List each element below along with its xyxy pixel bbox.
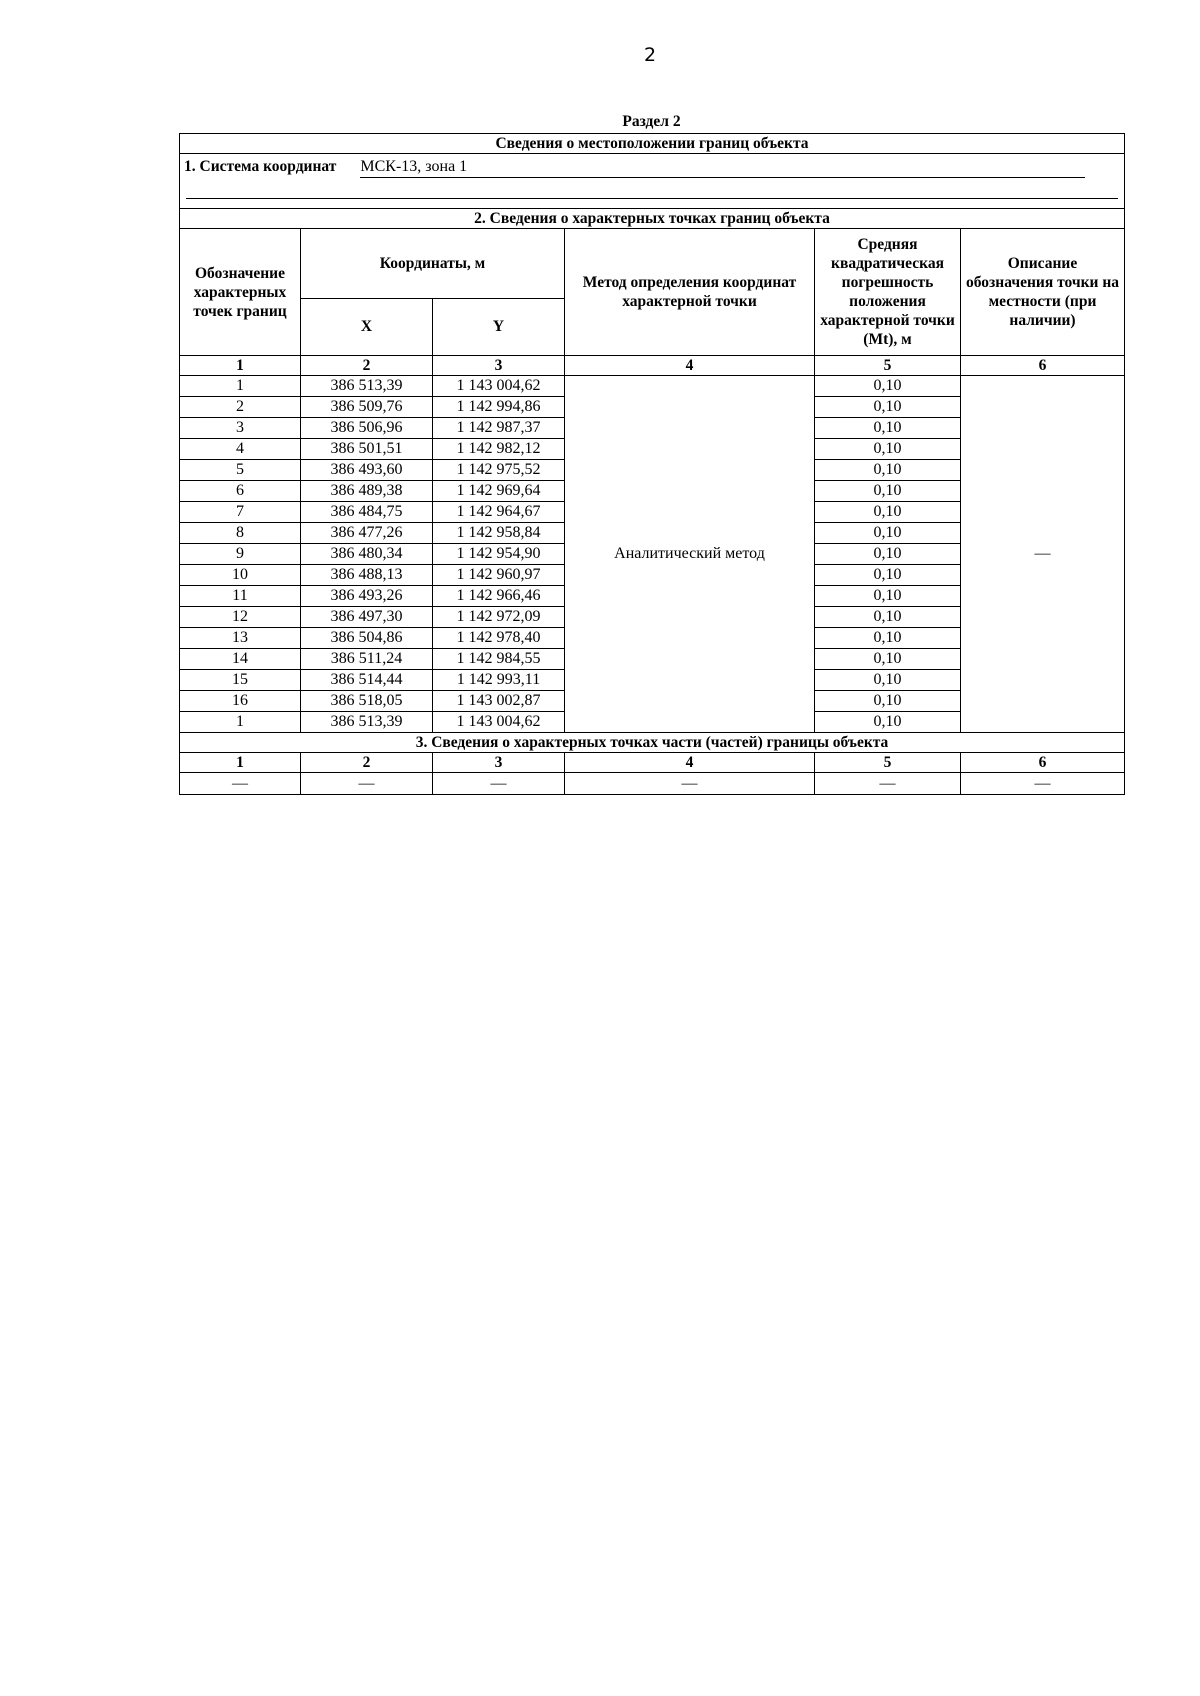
col-number: 3 xyxy=(433,356,565,376)
col-number: 5 xyxy=(815,753,961,773)
point-x-cell: 386 506,96 xyxy=(301,418,433,439)
point-number-cell: 16 xyxy=(180,691,301,712)
point-x-cell: 386 489,38 xyxy=(301,481,433,502)
col-number: 4 xyxy=(565,356,815,376)
coord-system-label: 1. Система координат xyxy=(184,157,337,175)
point-y-cell: 1 142 969,64 xyxy=(433,481,565,502)
coord-system-row xyxy=(180,154,1125,181)
point-accuracy-cell: 0,10 xyxy=(815,502,961,523)
point-accuracy-cell: 0,10 xyxy=(815,418,961,439)
point-x-cell: 386 493,60 xyxy=(301,460,433,481)
point-accuracy-cell: 0,10 xyxy=(815,481,961,502)
point-y-cell: 1 142 993,11 xyxy=(433,670,565,691)
point-number-cell: 3 xyxy=(180,418,301,439)
col-number: 2 xyxy=(301,753,433,773)
point-number-cell: 1 xyxy=(180,712,301,733)
point-number-cell: 9 xyxy=(180,544,301,565)
point-accuracy-cell: 0,10 xyxy=(815,670,961,691)
point-number-cell: 2 xyxy=(180,397,301,418)
point-accuracy-cell: 0,10 xyxy=(815,628,961,649)
boundary-table xyxy=(179,133,1125,795)
point-number-cell: 13 xyxy=(180,628,301,649)
col-number: 2 xyxy=(301,356,433,376)
point-accuracy-cell: 0,10 xyxy=(815,544,961,565)
empty-dash-cell: — xyxy=(301,773,433,795)
col-number: 4 xyxy=(565,753,815,773)
col-head-x: X xyxy=(301,298,433,355)
point-number-cell: 4 xyxy=(180,439,301,460)
point-accuracy-cell: 0,10 xyxy=(815,712,961,733)
point-x-cell: 386 513,39 xyxy=(301,376,433,397)
point-accuracy-cell: 0,10 xyxy=(815,376,961,397)
empty-dash-cell: — xyxy=(180,773,301,795)
point-number-cell: 11 xyxy=(180,586,301,607)
point-number-cell: 15 xyxy=(180,670,301,691)
point-y-cell: 1 142 966,46 xyxy=(433,586,565,607)
point-y-cell: 1 142 984,55 xyxy=(433,649,565,670)
empty-dash-cell: — xyxy=(433,773,565,795)
point-accuracy-cell: 0,10 xyxy=(815,691,961,712)
point-y-cell: 1 142 975,52 xyxy=(433,460,565,481)
col-number: 1 xyxy=(180,356,301,376)
col-head-method: Метод определения координат характерной точки xyxy=(565,229,815,356)
point-x-cell: 386 513,39 xyxy=(301,712,433,733)
point-number-cell: 10 xyxy=(180,565,301,586)
points-table-body xyxy=(180,376,1125,733)
col-head-accuracy: Средняя квадратическая погрешность положения характерной точки (Mt), м xyxy=(815,229,961,356)
point-y-cell: 1 142 978,40 xyxy=(433,628,565,649)
col-number: 6 xyxy=(961,753,1125,773)
point-y-cell: 1 142 994,86 xyxy=(433,397,565,418)
point-x-cell: 386 504,86 xyxy=(301,628,433,649)
point-accuracy-cell: 0,10 xyxy=(815,607,961,628)
point-x-cell: 386 497,30 xyxy=(301,607,433,628)
point-x-cell: 386 518,05 xyxy=(301,691,433,712)
point-accuracy-cell: 0,10 xyxy=(815,523,961,544)
point-x-cell: 386 480,34 xyxy=(301,544,433,565)
point-accuracy-cell: 0,10 xyxy=(815,439,961,460)
col-head-y: Y xyxy=(433,298,565,355)
point-y-cell: 1 142 987,37 xyxy=(433,418,565,439)
page-number: 2 xyxy=(643,44,657,66)
point-number-cell: 5 xyxy=(180,460,301,481)
point-y-cell: 1 142 982,12 xyxy=(433,439,565,460)
point-y-cell: 1 143 004,62 xyxy=(433,712,565,733)
table-title: Сведения о местоположении границ объекта xyxy=(180,134,1125,154)
point-x-cell: 386 509,76 xyxy=(301,397,433,418)
point-y-cell: 1 142 958,84 xyxy=(433,523,565,544)
point-x-cell: 386 477,26 xyxy=(301,523,433,544)
section-title: Раздел 2 xyxy=(622,113,681,130)
blank-underline-row xyxy=(180,180,1125,209)
col-head-designation: Обозначение характерных точек границ xyxy=(180,229,301,356)
col-number: 6 xyxy=(961,356,1125,376)
point-x-cell: 386 511,24 xyxy=(301,649,433,670)
point-x-cell: 386 493,26 xyxy=(301,586,433,607)
point-accuracy-cell: 0,10 xyxy=(815,565,961,586)
point-accuracy-cell: 0,10 xyxy=(815,460,961,481)
point-number-cell: 7 xyxy=(180,502,301,523)
point-y-cell: 1 142 964,67 xyxy=(433,502,565,523)
point-number-cell: 1 xyxy=(180,376,301,397)
point-y-cell: 1 142 972,09 xyxy=(433,607,565,628)
subsection-3-title: 3. Сведения о характерных точках части (частей) границы объекта xyxy=(180,733,1125,753)
method-cell: Аналитический метод xyxy=(565,376,815,733)
coord-system-value: МСК-13, зона 1 xyxy=(360,157,1085,178)
point-accuracy-cell: 0,10 xyxy=(815,397,961,418)
point-accuracy-cell: 0,10 xyxy=(815,586,961,607)
point-x-cell: 386 484,75 xyxy=(301,502,433,523)
col-head-description: Описание обозначения точки на местности (при наличии) xyxy=(961,229,1125,356)
point-y-cell: 1 143 002,87 xyxy=(433,691,565,712)
subsection-2-title: 2. Сведения о характерных точках границ объекта xyxy=(180,209,1125,229)
point-x-cell: 386 501,51 xyxy=(301,439,433,460)
point-x-cell: 386 514,44 xyxy=(301,670,433,691)
empty-dash-cell: — xyxy=(815,773,961,795)
description-cell: — xyxy=(961,376,1125,733)
empty-dash-cell: — xyxy=(961,773,1125,795)
point-number-cell: 12 xyxy=(180,607,301,628)
col-number: 1 xyxy=(180,753,301,773)
table-row xyxy=(180,376,1125,397)
col-number: 3 xyxy=(433,753,565,773)
point-number-cell: 8 xyxy=(180,523,301,544)
point-accuracy-cell: 0,10 xyxy=(815,649,961,670)
point-y-cell: 1 142 954,90 xyxy=(433,544,565,565)
point-number-cell: 6 xyxy=(180,481,301,502)
col-head-coordinates: Координаты, м xyxy=(301,229,565,299)
point-y-cell: 1 142 960,97 xyxy=(433,565,565,586)
point-x-cell: 386 488,13 xyxy=(301,565,433,586)
col-number: 5 xyxy=(815,356,961,376)
point-number-cell: 14 xyxy=(180,649,301,670)
point-y-cell: 1 143 004,62 xyxy=(433,376,565,397)
blank-underline xyxy=(186,198,1118,200)
empty-dash-cell: — xyxy=(565,773,815,795)
